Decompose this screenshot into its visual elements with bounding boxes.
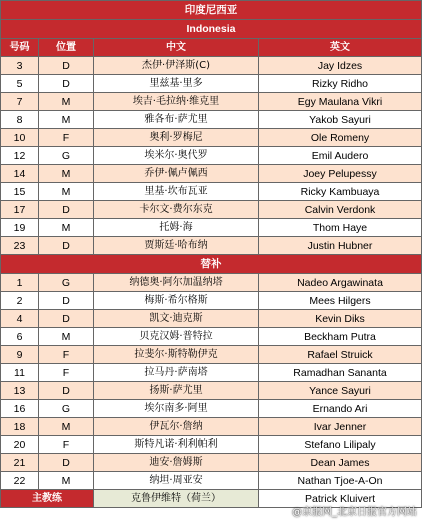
player-position: F [39,129,94,147]
player-number: 23 [1,237,39,255]
player-name-en: Calvin Verdonk [259,201,422,219]
player-number: 16 [1,400,39,418]
player-name-en: Ivar Jenner [259,418,422,436]
player-row [1,183,422,201]
title-en: Indonesia [1,20,422,39]
player-row [1,346,422,364]
coach-name-en: Patrick Kluivert [259,490,422,508]
player-row [1,129,422,147]
player-row [1,111,422,129]
player-row [1,292,422,310]
player-number: 20 [1,436,39,454]
coach-name-cn: 克鲁伊维特（荷兰） [94,490,259,508]
player-row [1,57,422,75]
player-name-en: Rizky Ridho [259,75,422,93]
player-name-cn: 拉马丹·萨南塔 [94,364,259,382]
player-name-en: Joey Pelupessy [259,165,422,183]
player-position: G [39,400,94,418]
player-row [1,418,422,436]
header-cn: 中文 [94,39,259,57]
header-num: 号码 [1,39,39,57]
player-name-cn: 贾斯廷·哈布纳 [94,237,259,255]
player-number: 21 [1,454,39,472]
player-position: D [39,454,94,472]
player-name-en: Ricky Kambuaya [259,183,422,201]
player-name-en: Mees Hilgers [259,292,422,310]
player-name-en: Nadeo Argawinata [259,274,422,292]
subs-title: 替补 [1,255,422,274]
player-position: G [39,147,94,165]
player-name-en: Yakob Sayuri [259,111,422,129]
player-name-en: Beckham Putra [259,328,422,346]
player-number: 3 [1,57,39,75]
player-position: D [39,201,94,219]
player-name-cn: 梅斯·希尔格斯 [94,292,259,310]
player-name-cn: 埃吉·毛拉纳·维克里 [94,93,259,111]
player-position: D [39,382,94,400]
title-row-cn [1,1,422,20]
player-position: D [39,310,94,328]
player-name-cn: 里兹基·里多 [94,75,259,93]
watermark: @京报网_北京日报官方网站 [292,507,417,518]
player-name-en: Rafael Struick [259,346,422,364]
player-name-en: Egy Maulana Vikri [259,93,422,111]
player-name-en: Ernando Ari [259,400,422,418]
player-row [1,310,422,328]
player-number: 10 [1,129,39,147]
player-number: 7 [1,93,39,111]
player-name-en: Ramadhan Sananta [259,364,422,382]
player-position: G [39,274,94,292]
player-row [1,436,422,454]
player-row [1,219,422,237]
player-name-en: Justin Hubner [259,237,422,255]
player-name-cn: 奥利·罗梅尼 [94,129,259,147]
player-number: 14 [1,165,39,183]
player-row [1,93,422,111]
player-row [1,147,422,165]
player-position: F [39,364,94,382]
player-name-cn: 埃米尔·奥代罗 [94,147,259,165]
player-number: 11 [1,364,39,382]
player-number: 6 [1,328,39,346]
player-number: 12 [1,147,39,165]
player-name-cn: 斯特凡诺·利利帕利 [94,436,259,454]
player-row [1,274,422,292]
player-number: 15 [1,183,39,201]
player-position: D [39,237,94,255]
player-number: 22 [1,472,39,490]
player-position: F [39,436,94,454]
player-position: M [39,93,94,111]
player-number: 17 [1,201,39,219]
player-name-en: Emil Audero [259,147,422,165]
player-number: 19 [1,219,39,237]
player-name-cn: 杰伊·伊泽斯(C) [94,57,259,75]
player-name-en: Dean James [259,454,422,472]
player-name-cn: 里基·坎布瓦亚 [94,183,259,201]
player-name-cn: 迪安·詹姆斯 [94,454,259,472]
header-en: 英文 [259,39,422,57]
player-position: D [39,292,94,310]
player-name-cn: 凯文·迪克斯 [94,310,259,328]
player-number: 9 [1,346,39,364]
player-position: M [39,183,94,201]
player-position: M [39,111,94,129]
player-position: M [39,472,94,490]
title-row-en [1,20,422,39]
player-number: 2 [1,292,39,310]
player-name-cn: 纳德奥·阿尔加温纳塔 [94,274,259,292]
player-name-cn: 托姆·海 [94,219,259,237]
player-number: 13 [1,382,39,400]
player-row [1,201,422,219]
player-number: 18 [1,418,39,436]
player-position: M [39,328,94,346]
player-number: 4 [1,310,39,328]
header-pos: 位置 [39,39,94,57]
player-name-en: Nathan Tjoe-A-On [259,472,422,490]
player-number: 5 [1,75,39,93]
player-position: M [39,219,94,237]
player-name-cn: 伊瓦尔·詹纳 [94,418,259,436]
player-name-cn: 乔伊·佩卢佩西 [94,165,259,183]
player-position: F [39,346,94,364]
player-name-cn: 扬斯·萨尤里 [94,382,259,400]
header-row [1,39,422,57]
player-row [1,237,422,255]
player-row [1,454,422,472]
player-row [1,328,422,346]
player-position: D [39,75,94,93]
player-number: 1 [1,274,39,292]
player-position: M [39,165,94,183]
player-row [1,382,422,400]
title-cn: 印度尼西亚 [1,1,422,20]
player-name-cn: 雅各布·萨尤里 [94,111,259,129]
player-row [1,75,422,93]
player-name-en: Stefano Lilipaly [259,436,422,454]
player-name-en: Ole Romeny [259,129,422,147]
player-name-en: Yance Sayuri [259,382,422,400]
player-name-cn: 卡尔文·费尔东克 [94,201,259,219]
coach-label: 主教练 [1,490,94,508]
player-row [1,472,422,490]
player-name-en: Kevin Diks [259,310,422,328]
subs-section-row [1,255,422,274]
player-name-cn: 贝克汉姆·普特拉 [94,328,259,346]
player-number: 8 [1,111,39,129]
player-row [1,400,422,418]
player-name-en: Thom Haye [259,219,422,237]
player-row [1,364,422,382]
player-name-cn: 埃尔南多·阿里 [94,400,259,418]
player-position: M [39,418,94,436]
player-name-cn: 纳坦·周亚安 [94,472,259,490]
player-position: D [39,57,94,75]
player-row [1,165,422,183]
player-name-cn: 拉斐尔·斯特勒伊克 [94,346,259,364]
player-name-en: Jay Idzes [259,57,422,75]
